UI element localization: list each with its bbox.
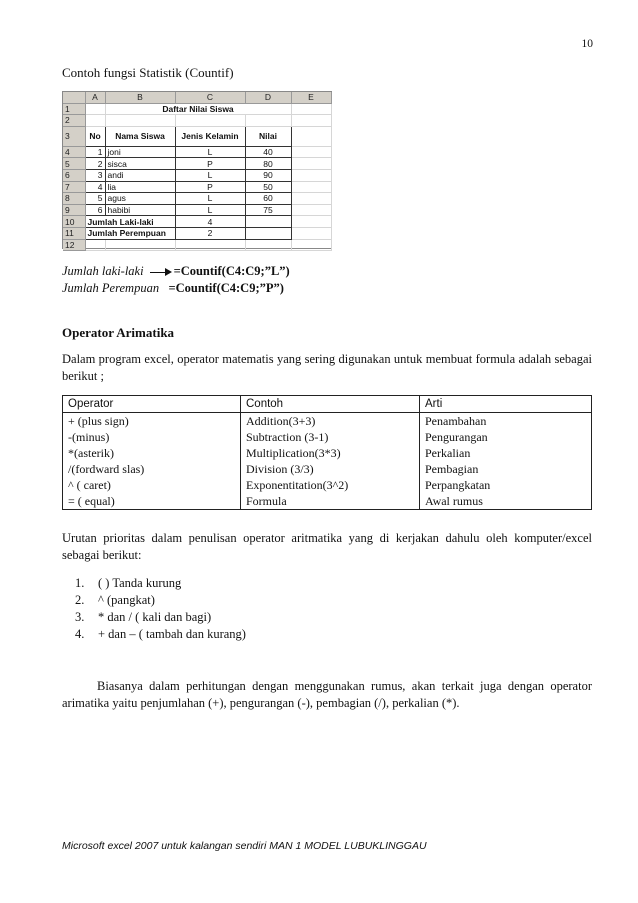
heading-countif: Contoh fungsi Statistik (Countif) xyxy=(62,65,234,80)
sheet-row xyxy=(63,193,331,205)
row-header: 3 xyxy=(63,126,85,146)
arti-column xyxy=(420,413,592,510)
operator-table xyxy=(62,395,592,510)
arti-cell: Penambahan xyxy=(425,414,487,428)
cell-empty xyxy=(291,216,331,228)
cell-no: 2 xyxy=(85,158,105,170)
corner-cell xyxy=(63,92,85,103)
cell-no: 1 xyxy=(85,146,105,158)
cell-nilai: 40 xyxy=(245,146,291,158)
row-header: 2 xyxy=(63,115,85,127)
row-header: 11 xyxy=(63,227,85,239)
th-jenis: Jenis Kelamin xyxy=(175,126,245,146)
cell-empty xyxy=(291,193,331,205)
cell-empty xyxy=(245,216,291,228)
cell-nama: habibi xyxy=(105,204,175,216)
formula2-text: =Countif(C4:C9;”P”) xyxy=(168,281,284,295)
col-header-a: A xyxy=(85,92,105,103)
operator-cell: = ( equal) xyxy=(68,494,115,508)
page-footer: Microsoft excel 2007 untuk kalangan sendiri MAN 1 MODEL LUBUKLINGGAU xyxy=(62,840,427,852)
list-item xyxy=(75,626,246,643)
operator-cell: *(asterik) xyxy=(68,446,114,460)
contoh-cell: Addition(3+3) xyxy=(246,414,316,428)
cell-nama: andi xyxy=(105,169,175,181)
sheet-row xyxy=(63,146,331,158)
col-header-e: E xyxy=(291,92,331,103)
arti-cell: Perpangkatan xyxy=(425,478,491,492)
priority-list xyxy=(75,575,246,643)
contoh-cell: Subtraction (3-1) xyxy=(246,430,329,444)
spreadsheet-image xyxy=(62,91,332,249)
operator-cell: + (plus sign) xyxy=(68,414,129,428)
contoh-cell: Exponentitation(3^2) xyxy=(246,478,349,492)
th-nama: Nama Siswa xyxy=(105,126,175,146)
row-header: 10 xyxy=(63,216,85,228)
paragraph-priority: Urutan prioritas dalam penulisan operator aritmatika yang di kerjakan dahulu oleh komputer/excel sebagai berikut: xyxy=(62,531,592,562)
cell-nilai: 80 xyxy=(245,158,291,170)
sum-label: Jumlah Perempuan xyxy=(85,227,175,239)
row-header: 8 xyxy=(63,193,85,205)
cell-nilai: 50 xyxy=(245,181,291,193)
sheet-row xyxy=(63,103,331,115)
sheet-row xyxy=(63,204,331,216)
col-header-b: B xyxy=(105,92,175,103)
th-nilai: Nilai xyxy=(245,126,291,146)
cell-empty xyxy=(291,227,331,239)
th-contoh: Contoh xyxy=(241,396,420,413)
cell-empty xyxy=(245,227,291,239)
cell-jk: L xyxy=(175,146,245,158)
row-header: 1 xyxy=(63,103,85,115)
arti-cell: Perkalian xyxy=(425,446,471,460)
contoh-cell: Formula xyxy=(246,494,287,508)
cell-jk: P xyxy=(175,181,245,193)
sheet-row xyxy=(63,115,331,127)
contoh-cell: Multiplication(3*3) xyxy=(246,446,341,460)
operator-cell: /(fordward slas) xyxy=(68,462,145,476)
cell-nama: sisca xyxy=(105,158,175,170)
list-text: ^ (pangkat) xyxy=(98,593,155,607)
cell-empty xyxy=(291,169,331,181)
operator-column xyxy=(63,413,241,510)
sheet-sum-row xyxy=(63,227,331,239)
col-header-c: C xyxy=(175,92,245,103)
page-number: 10 xyxy=(581,38,593,50)
list-item xyxy=(75,575,246,592)
column-header-row xyxy=(63,92,331,103)
row-header: 7 xyxy=(63,181,85,193)
sheet-header-row xyxy=(63,126,331,146)
row-header: 12 xyxy=(63,239,85,251)
heading-operator: Operator Arimatika xyxy=(62,325,175,340)
list-item xyxy=(75,592,246,609)
sum-value: 4 xyxy=(175,216,245,228)
list-text: * dan / ( kali dan bagi) xyxy=(98,610,212,624)
cell-no: 6 xyxy=(85,204,105,216)
col-header-d: D xyxy=(245,92,291,103)
formula1-text: =Countif(C4:C9;”L”) xyxy=(173,264,290,278)
cell-empty xyxy=(291,146,331,158)
arrow-right-icon xyxy=(150,267,172,277)
cell-no: 3 xyxy=(85,169,105,181)
row-header: 9 xyxy=(63,204,85,216)
cell-nilai: 60 xyxy=(245,193,291,205)
formula-line-1 xyxy=(62,264,290,279)
sheet-row xyxy=(63,158,331,170)
cell-empty xyxy=(291,204,331,216)
cell-nilai: 75 xyxy=(245,204,291,216)
cell-empty xyxy=(291,181,331,193)
cell-jk: L xyxy=(175,193,245,205)
sum-value: 2 xyxy=(175,227,245,239)
th-no: No xyxy=(85,126,105,146)
cell-nilai: 90 xyxy=(245,169,291,181)
list-text: + dan – ( tambah dan kurang) xyxy=(98,627,246,641)
th-arti: Arti xyxy=(420,396,592,413)
sum-label: Jumlah Laki-laki xyxy=(85,216,175,228)
paragraph-closing: Biasanya dalam perhitungan dengan menggunakan rumus, akan terkait juga dengan operator arimatika yaitu penjumlahan (+), pengurangan (-), pembagian (/), perkalian (*). xyxy=(62,679,592,710)
list-number: 1. xyxy=(75,576,85,590)
th-operator: Operator xyxy=(63,396,241,413)
cell-jk: P xyxy=(175,158,245,170)
arti-cell: Pengurangan xyxy=(425,430,488,444)
cell-nama: agus xyxy=(105,193,175,205)
row-header: 6 xyxy=(63,169,85,181)
sheet-row xyxy=(63,239,331,251)
row-header: 5 xyxy=(63,158,85,170)
sheet-row xyxy=(63,169,331,181)
arti-cell: Awal rumus xyxy=(425,494,483,508)
sheet-row xyxy=(63,181,331,193)
contoh-column xyxy=(241,413,420,510)
list-number: 2. xyxy=(75,593,85,607)
cell-nama: joni xyxy=(105,146,175,158)
cell-jk: L xyxy=(175,204,245,216)
sheet-title: Daftar Nilai Siswa xyxy=(105,103,291,115)
row-header: 4 xyxy=(63,146,85,158)
formula2-label: Jumlah Perempuan xyxy=(62,281,160,295)
cell-nama: lia xyxy=(105,181,175,193)
contoh-cell: Division (3/3) xyxy=(246,462,314,476)
operator-table-header xyxy=(63,396,592,413)
arti-cell: Pembagian xyxy=(425,462,479,476)
cell-no: 5 xyxy=(85,193,105,205)
operator-table-body xyxy=(63,413,592,510)
cell-jk: L xyxy=(175,169,245,181)
operator-cell: -(minus) xyxy=(68,430,110,444)
formula1-label: Jumlah laki-laki xyxy=(62,264,144,278)
operator-cell: ^ ( caret) xyxy=(68,478,111,492)
formula-line-2 xyxy=(62,281,284,296)
list-number: 4. xyxy=(75,627,85,641)
sheet-sum-row xyxy=(63,216,331,228)
cell-no: 4 xyxy=(85,181,105,193)
list-number: 3. xyxy=(75,610,85,624)
cell-empty xyxy=(291,158,331,170)
paragraph-intro: Dalam program excel, operator matematis yang sering digunakan untuk membuat formula adalah sebagai berikut ; xyxy=(62,352,592,383)
list-text: ( ) Tanda kurung xyxy=(98,576,182,590)
list-item xyxy=(75,609,246,626)
